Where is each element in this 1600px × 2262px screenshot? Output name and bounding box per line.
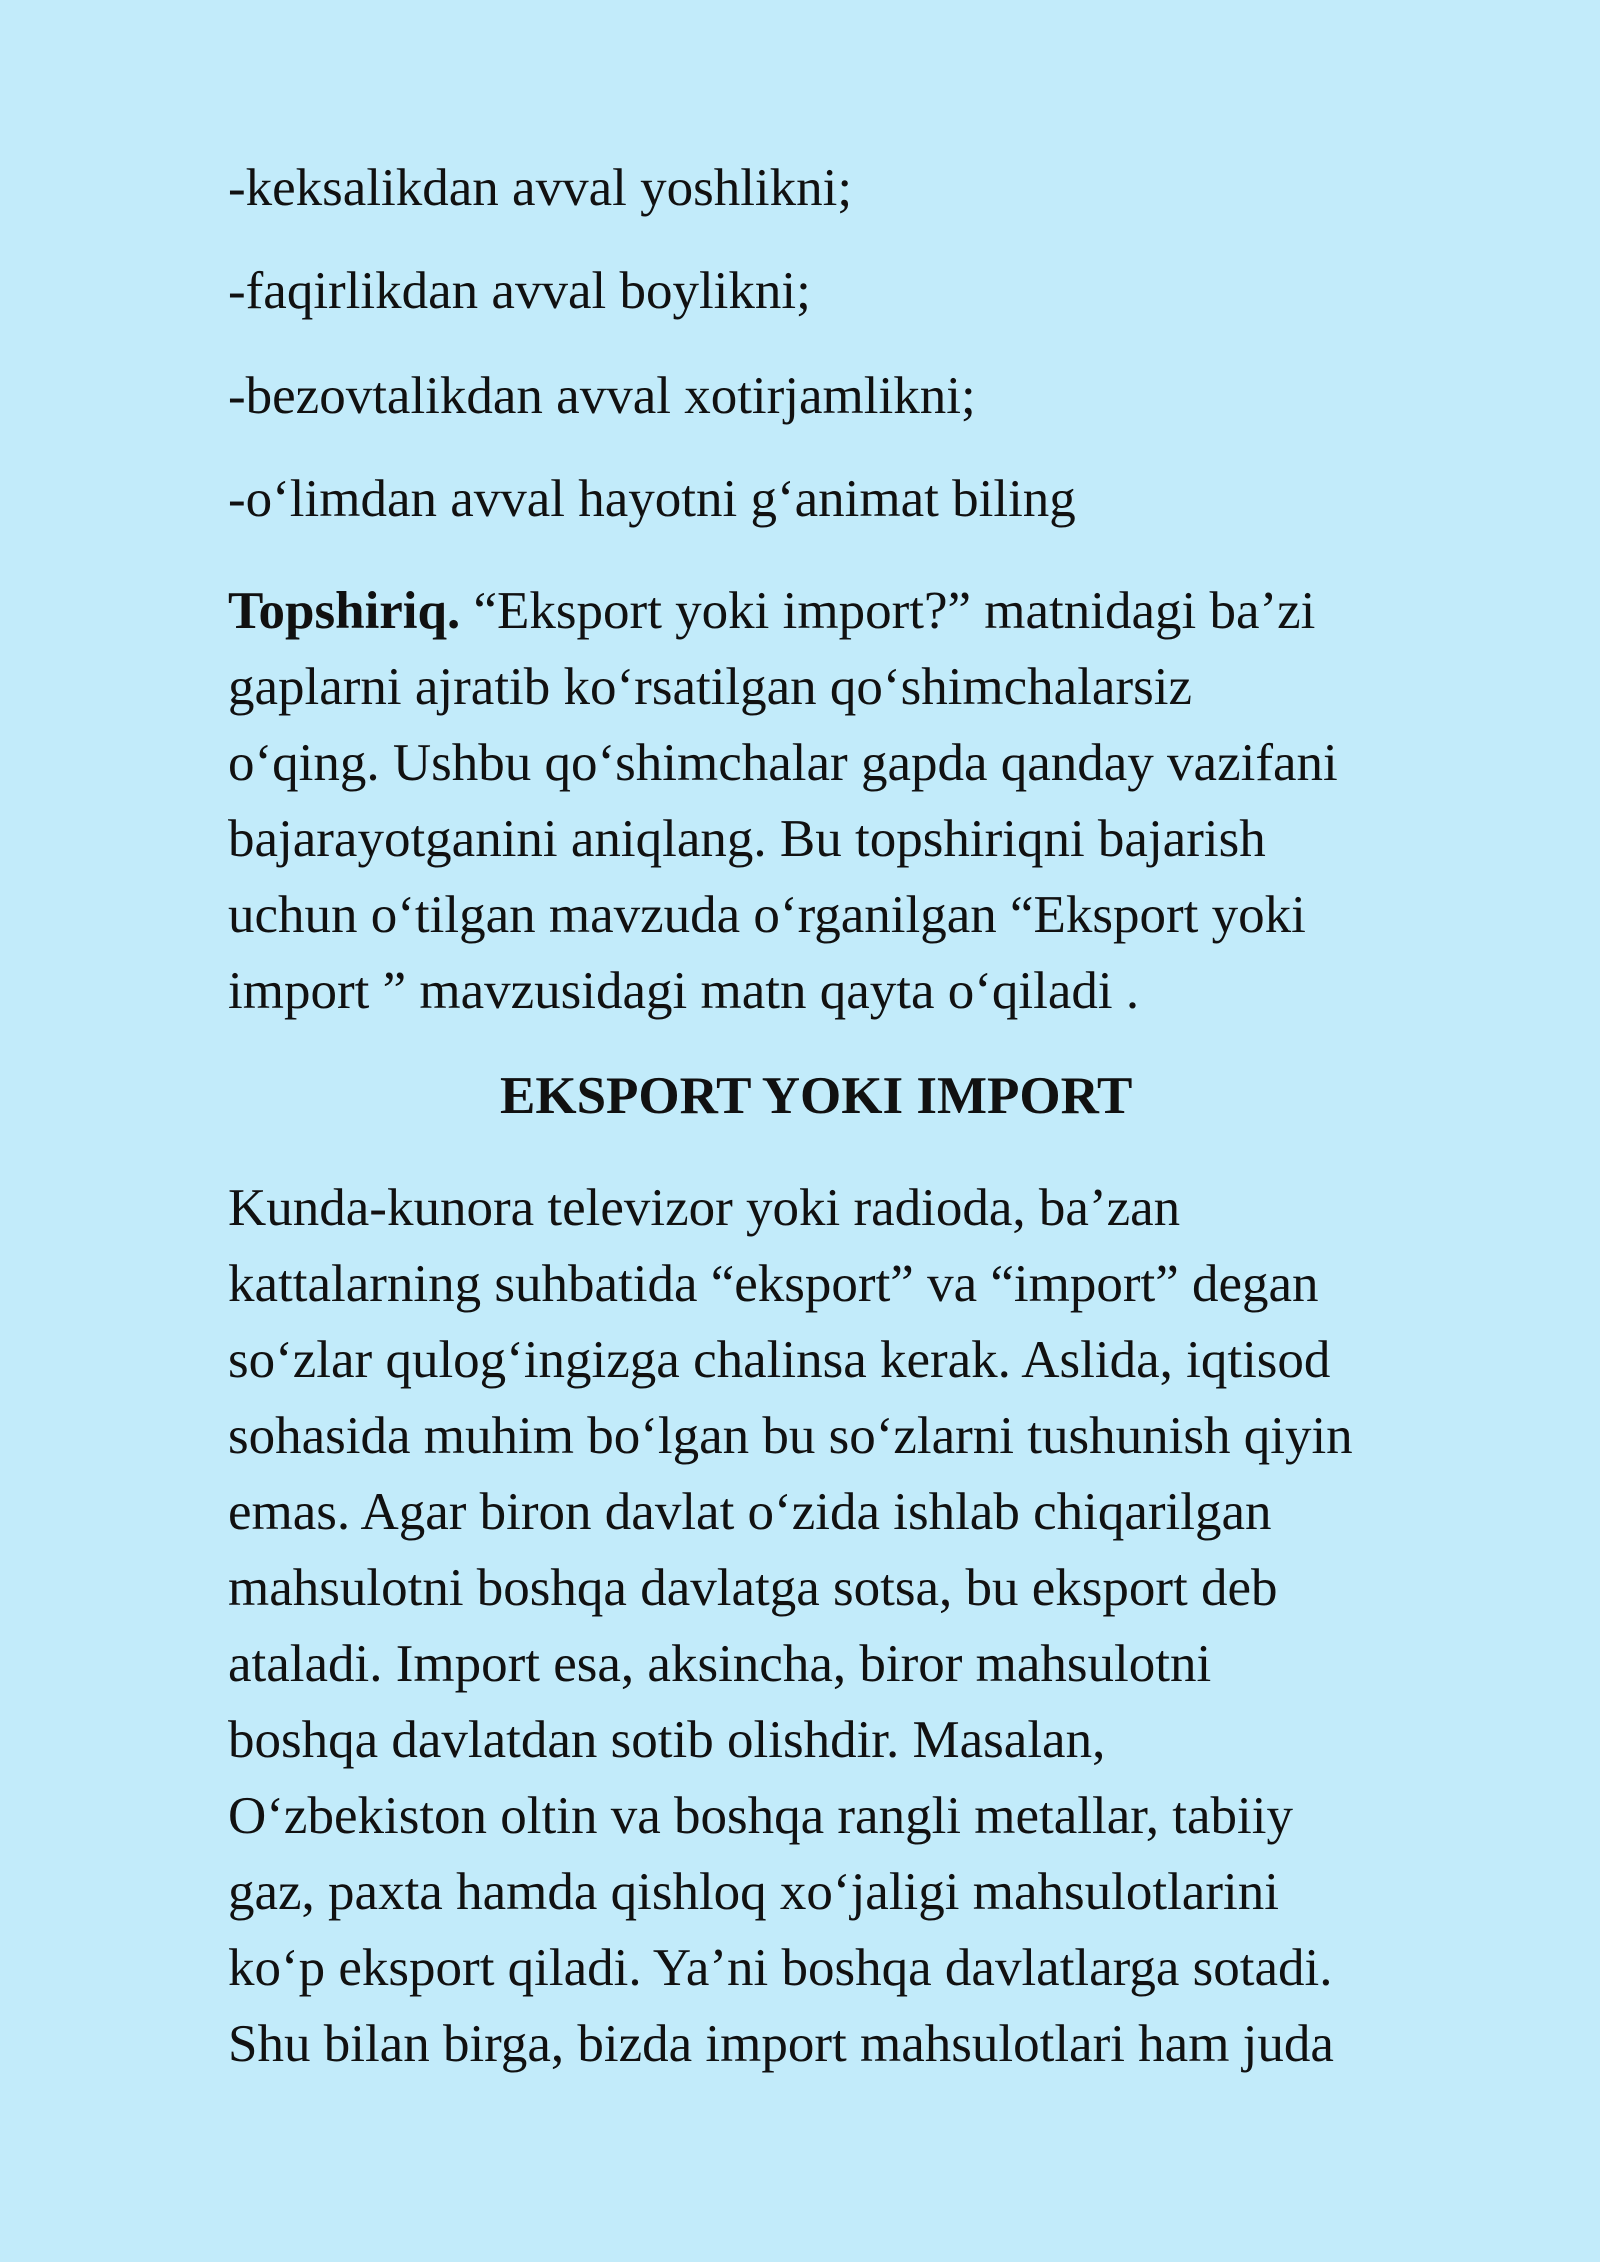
task-line: uchun o‘tilgan mavzuda o‘rganilgan “Eksport yoki [228,886,1306,944]
article-line: emas. Agar biron davlat o‘zida ishlab chiqarilgan [228,1483,1272,1541]
article-line: ataladi. Import esa, aksincha, biror mahsulotni [228,1635,1212,1693]
task-first-line-text: “Eksport yoki import?” matnidagi ba’zi [460,582,1316,640]
article-heading: EKSPORT YOKI IMPORT [500,1067,1133,1125]
article-line: boshqa davlatdan sotib olishdir. Masalan, [228,1711,1106,1769]
task-line: o‘qing. Ushbu qo‘shimchalar gapda qanday vazifani [228,734,1338,792]
proverb-line: -o‘limdan avval hayotni g‘animat biling [228,470,1076,528]
article-line: Kunda-kunora televizor yoki radioda, ba’zan [228,1179,1181,1237]
task-line: gaplarni ajratib ko‘rsatilgan qo‘shimchalarsiz [228,658,1192,716]
proverb-line: -faqirlikdan avval boylikni; [228,262,811,320]
task-first-line [228,582,1316,640]
article-line: sohasida muhim bo‘lgan bu so‘zlarni tushunish qiyin [228,1407,1353,1465]
article-line: mahsulotni boshqa davlatga sotsa, bu eksport deb [228,1559,1278,1617]
task-line: import ” mavzusidagi matn qayta o‘qiladi . [228,962,1140,1020]
article-line: kattalarning suhbatida “eksport” va “import” degan [228,1255,1319,1313]
proverb-line: -keksalikdan avval yoshlikni; [228,159,853,217]
article-line: Shu bilan birga, bizda import mahsulotlari ham juda [228,2015,1334,2073]
article-line: O‘zbekiston oltin va boshqa rangli metallar, tabiiy [228,1787,1293,1845]
article-line: so‘zlar qulog‘ingizga chalinsa kerak. Aslida, iqtisod [228,1331,1331,1389]
task-label: Topshiriq. [228,582,461,640]
article-line: gaz, paxta hamda qishloq xo‘jaligi mahsulotlarini [228,1863,1279,1921]
task-line: bajarayotganini aniqlang. Bu topshiriqni bajarish [228,810,1266,868]
article-line: ko‘p eksport qiladi. Ya’ni boshqa davlatlarga sotadi. [228,1939,1333,1997]
proverb-line: -bezovtalikdan avval xotirjamlikni; [228,367,976,425]
